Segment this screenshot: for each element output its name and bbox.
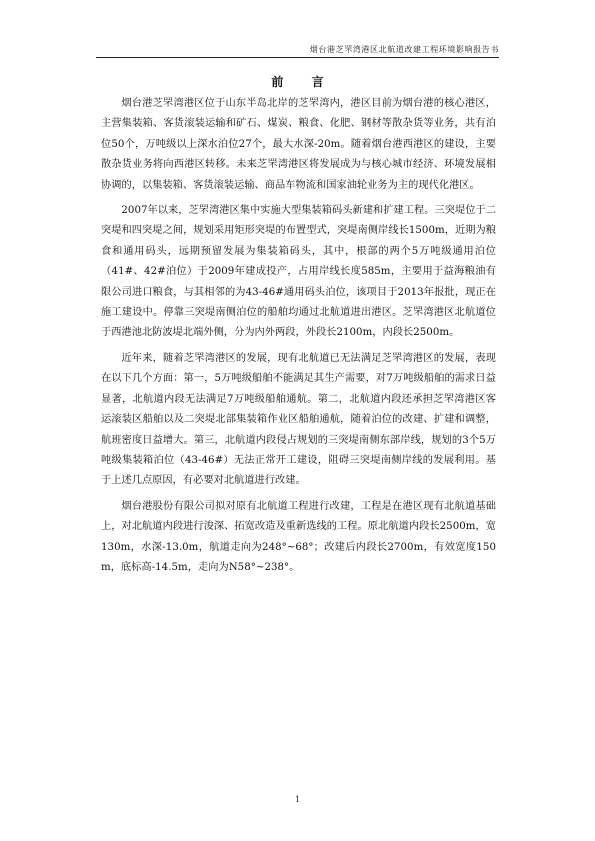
- paragraph: 烟台港芝罘湾港区位于山东半岛北岸的芝罘湾内，港区目前为烟台港的核心港区，主营集装箱、客货滚装运输和矿石、煤炭、粮食、化肥、钢材等散杂货等业务，共有泊位50个，万吨级以上深水泊位27个，最大水深-20m。随着烟台港西港区的建设，主要散杂货业务将向西港区转移。未来芝罘湾港区将发展成为与核心城市经济、环境发展相协调的，以集装箱、客货滚装运输、商品车物流和国家油轮业务为主的现代化港区。: [101, 98, 496, 191]
- paragraph: 2007年以来，芝罘湾港区集中实施大型集装箱码头新建和扩建工程。三突堤位于二突堤和四突堤之间，规划采用矩形突堤的布置型式，突堤南侧岸线长1500m，近期为粮食和通用码头，远期预留发展为集装箱码头，其中，根部的两个5万吨级通用泊位（41#、42#泊位）于2009年建成投产，占用岸线长度585m，主要用于益海粮油有限公司进口粮食，与其相邻的为43-46#通用码头泊位，该项目于2013年报批，现正在施工建设中。停靠三突堤南侧泊位的船舶均通过北航道进出港区。芝罘湾港区北航道位于西港池北防波堤北端外侧，分为内外两段，外段长2100m，内段长2500m。: [101, 205, 496, 339]
- page-number: 1: [294, 795, 301, 804]
- paragraph: 近年来，随着芝罘湾港区的发展，现有北航道已无法满足芝罘湾港区的发展，表现在以下几个方面：第一，5万吨级船舶不能满足其生产需要，对7万吨级船舶的需求日益显著，北航道内段无法满足7万吨级船舶通航。第二，北航道内段还承担芝罘湾港区客运滚装区船舶以及二突堤北部集装箱作业区船舶通航，随着泊位的改建、扩建和调整，航班密度日益增大。第三，北航道内段侵占规划的三突堤南侧东部岸线，规划的3个5万吨级集装箱泊位（43-46#）无法正常开工建设，阻碍三突堤南侧岸线的发展利用。基于上述几点原因，有必要对北航道进行改建。: [101, 352, 496, 487]
- running-header-title: 烟台港芝罘湾港区北航道改建工程环境影响报告书: [309, 45, 499, 54]
- body-text: [101, 94, 496, 583]
- paragraph: 烟台港股份有限公司拟对原有北航道工程进行改建，工程是在港区现有北航道基础上，对北航道内段进行浚深、拓宽改造及重新选线的工程。原北航道内段长2500m，宽130m，水深-13.0m，航道走向为248°~68°；改建后内段长2700m，有效宽度150 m，底标高-14.5m，走向为N58°~238°。: [101, 500, 496, 573]
- header-rule: [96, 57, 499, 58]
- section-heading: 前 言: [271, 75, 336, 89]
